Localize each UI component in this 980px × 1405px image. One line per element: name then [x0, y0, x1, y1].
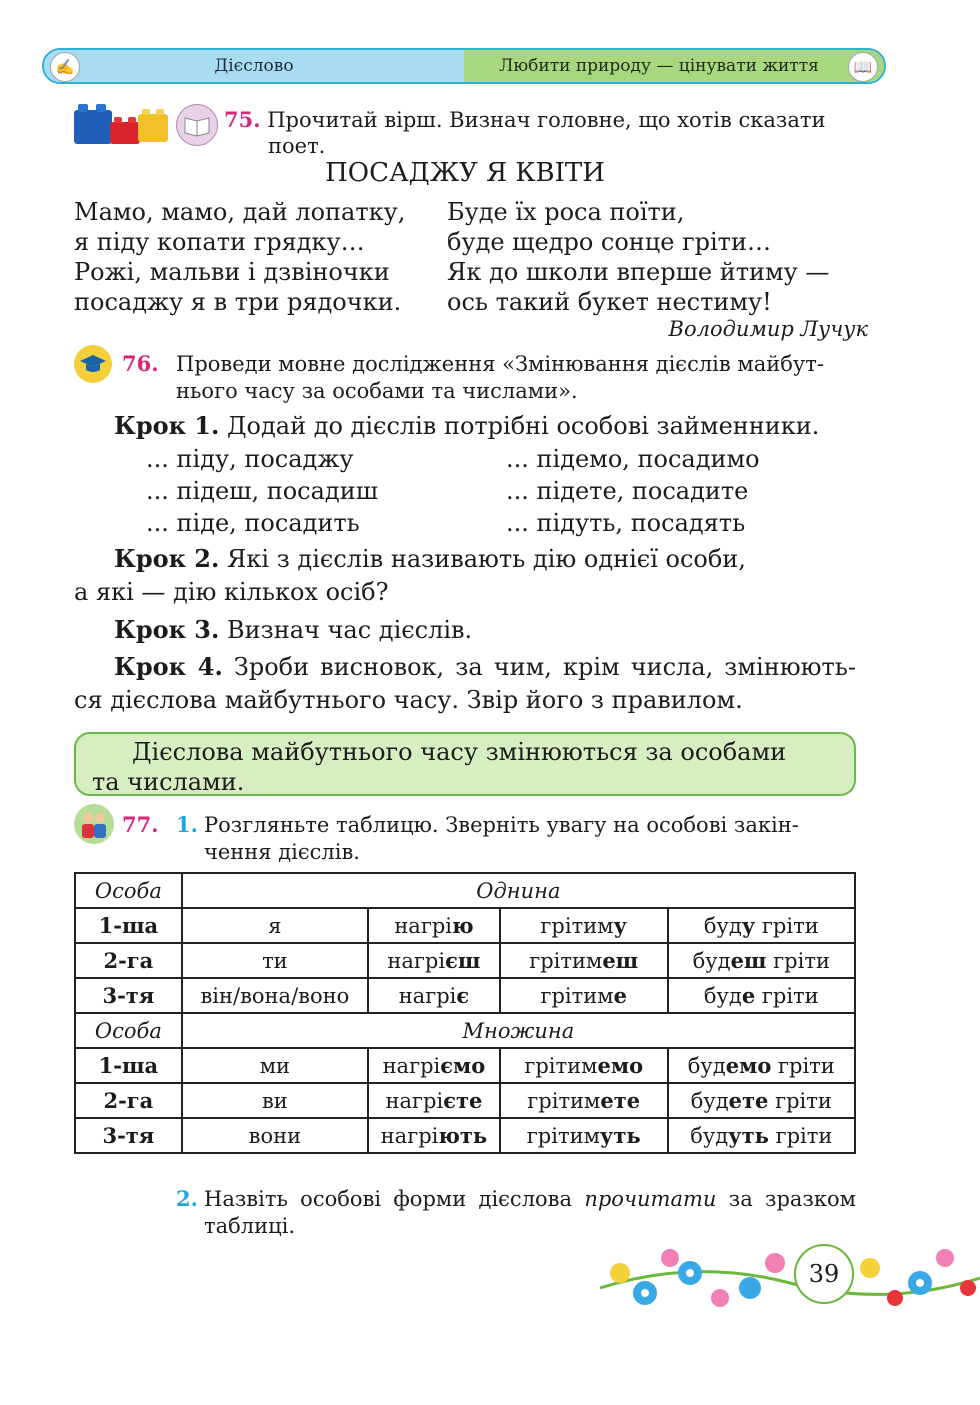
- step-4-cont: ся дієслова майбутнього часу. Звір його з правилом.: [74, 686, 743, 714]
- table-row: [75, 1118, 855, 1153]
- building-blocks-icon: [74, 100, 170, 146]
- table-cell: грітиму: [500, 908, 668, 943]
- task-77-sub1-text: Розгляньте таблицю. Зверніть увагу на особові закін- чення дієслів.: [204, 813, 799, 864]
- table-cell: будемо гріти: [668, 1048, 855, 1083]
- table-cell: Особа: [75, 1013, 182, 1048]
- task-77-sub2-text: Назвіть особові форми дієслова прочитати за зразком таблиці.: [204, 1187, 856, 1238]
- table-cell: буду гріти: [668, 908, 855, 943]
- header-section-right: [464, 50, 884, 82]
- task-75-number: 75.: [224, 107, 261, 132]
- table-cell: 1-ша: [75, 908, 182, 943]
- header-left-title: Дієслово: [214, 56, 294, 76]
- table-row: [75, 1083, 855, 1118]
- table-row: [75, 1048, 855, 1083]
- list-item: ... підемо, посадимо: [506, 445, 760, 473]
- table-cell: нагрію: [368, 908, 500, 943]
- list-item: ... підеш, посадиш: [146, 477, 379, 505]
- table-cell: грітимуть: [500, 1118, 668, 1153]
- table-cell: нагріємо: [368, 1048, 500, 1083]
- page-number: 39: [794, 1244, 854, 1304]
- step-1-right-list: [506, 443, 760, 539]
- table-cell: грітимемо: [500, 1048, 668, 1083]
- rule-line: Дієслова майбутнього часу змінюються за особами: [132, 738, 787, 766]
- open-book-icon: [176, 104, 218, 146]
- table-cell: Однина: [182, 873, 855, 908]
- table-row: [75, 1013, 855, 1048]
- step-2: Крок 2. Які з дієслів називають дію однієї особи,: [114, 544, 746, 573]
- table-cell: ми: [182, 1048, 368, 1083]
- list-item: ... підете, посадите: [506, 477, 749, 505]
- poem-line: Як до школи вперше йтиму —: [447, 258, 830, 286]
- table-cell: ти: [182, 943, 368, 978]
- table-cell: грітимеш: [500, 943, 668, 978]
- table-cell: нагрієте: [368, 1083, 500, 1118]
- flower-border-decoration: [600, 1238, 980, 1318]
- step-1: Крок 1. Додай до дієслів потрібні особові займенники.: [114, 411, 820, 440]
- table-cell: він/вона/воно: [182, 978, 368, 1013]
- table-cell: нагріють: [368, 1118, 500, 1153]
- poem-line: ось такий букет нестиму!: [447, 288, 772, 316]
- rule-line: та числами.: [92, 768, 245, 796]
- children-icon: [74, 804, 114, 844]
- table-cell: будеш гріти: [668, 943, 855, 978]
- task-76-number: 76.: [122, 351, 159, 376]
- poem-line: Рожі, мальви і дзвіночки: [74, 258, 390, 286]
- poem-left-column: [74, 197, 405, 317]
- table-cell: буде гріти: [668, 978, 855, 1013]
- task-77-sub2-number: 2.: [176, 1186, 198, 1211]
- poem-author: Володимир Лучук: [668, 317, 868, 341]
- list-item: ... піде, посадить: [146, 509, 360, 537]
- step-3: Крок 3. Визнач час дієслів.: [114, 615, 473, 644]
- table-cell: Особа: [75, 873, 182, 908]
- task-77-sub1-number: 1.: [176, 812, 198, 837]
- conjugation-table: [74, 872, 856, 1154]
- pen-icon: ✍: [50, 52, 80, 82]
- table-cell: 3-тя: [75, 1118, 182, 1153]
- task-75-instruction: 75. Прочитай вірш. Визнач головне, що хотів сказати: [224, 107, 826, 132]
- task-77-number: 77.: [122, 812, 159, 837]
- header-section-left: [44, 50, 464, 82]
- table-row: [75, 908, 855, 943]
- graduation-cap-icon: [74, 345, 112, 383]
- step-1-left-list: [146, 443, 378, 539]
- poem-line: Мамо, мамо, дай лопатку,: [74, 198, 406, 226]
- table-cell: грітимете: [500, 1083, 668, 1118]
- step-4: Крок 4. Зроби висновок, за чим, крім числа, змінюють-: [114, 652, 856, 681]
- table-row: [75, 873, 855, 908]
- poem-right-column: [447, 197, 829, 317]
- poem-line: буде щедро сонце гріти…: [447, 228, 771, 256]
- rule-box: [74, 732, 856, 796]
- table-cell: Множина: [182, 1013, 855, 1048]
- list-item: ... піду, посаджу: [146, 445, 354, 473]
- poem-title: ПОСАДЖУ Я КВІТИ: [325, 158, 605, 188]
- table-cell: будете гріти: [668, 1083, 855, 1118]
- table-row: [75, 943, 855, 978]
- table-cell: будуть гріти: [668, 1118, 855, 1153]
- table-cell: 2-га: [75, 1083, 182, 1118]
- poem-line: я піду копати грядку…: [74, 228, 365, 256]
- table-cell: я: [182, 908, 368, 943]
- task-76-instruction: Проведи мовне дослідження «Змінювання дієслів майбут- нього часу за особами та числами».: [176, 352, 824, 403]
- poem-line: Буде їх роса поїти,: [447, 198, 685, 226]
- table-cell: 3-тя: [75, 978, 182, 1013]
- list-item: ... підуть, посадять: [506, 509, 746, 537]
- poem-line: посаджу я в три рядочки.: [74, 288, 402, 316]
- table-cell: нагріє: [368, 978, 500, 1013]
- table-cell: 1-ша: [75, 1048, 182, 1083]
- table-cell: грітиме: [500, 978, 668, 1013]
- table-cell: 2-га: [75, 943, 182, 978]
- book-icon: 📖: [848, 52, 878, 82]
- table-cell: вони: [182, 1118, 368, 1153]
- header-right-title: Любити природу — цінувати життя: [499, 56, 819, 76]
- step-2-cont: а які — дію кількох осіб?: [74, 578, 389, 606]
- table-cell: ви: [182, 1083, 368, 1118]
- task-75-instruction-cont: поет.: [268, 134, 326, 158]
- table-row: [75, 978, 855, 1013]
- page-header: [42, 48, 886, 84]
- table-cell: нагрієш: [368, 943, 500, 978]
